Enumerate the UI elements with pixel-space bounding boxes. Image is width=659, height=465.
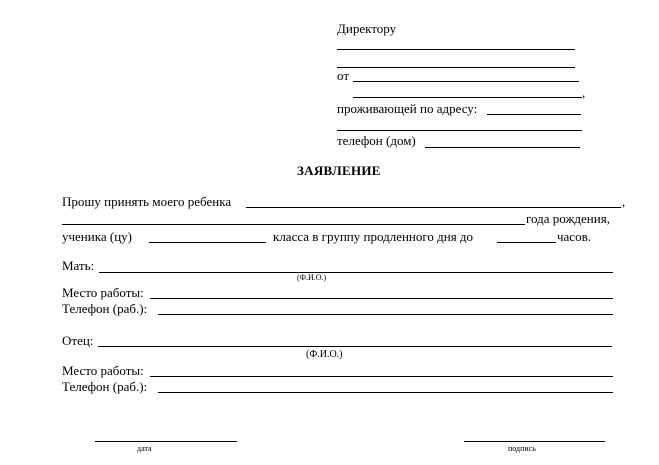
mother-workplace-label: Место работы:: [62, 285, 144, 300]
date-label: дата: [137, 444, 152, 453]
director-name-line[interactable]: [337, 49, 575, 50]
request-label: Прошу принять моего ребенка: [62, 194, 232, 209]
from-comma: ,: [582, 85, 586, 100]
from-label: от: [337, 68, 350, 83]
home-phone-line[interactable]: [425, 147, 580, 148]
class-label: класса в группу продленного дня до: [273, 229, 474, 244]
director-name-line-2[interactable]: [337, 67, 575, 68]
class-line[interactable]: [149, 242, 266, 243]
father-name-line[interactable]: [98, 346, 612, 347]
date-line[interactable]: [95, 441, 237, 442]
pupil-label: ученика (цу): [62, 229, 132, 244]
father-workplace-label: Место работы:: [62, 363, 144, 378]
father-phone-line[interactable]: [158, 392, 613, 393]
mother-phone-line[interactable]: [158, 314, 613, 315]
address-line[interactable]: [487, 114, 581, 115]
request-comma: ,: [622, 194, 626, 209]
home-phone-label: телефон (дом): [337, 133, 416, 148]
birth-year-label: года рождения,: [526, 211, 610, 226]
mother-phone-label: Телефон (раб.):: [62, 301, 148, 316]
director-label: Директору: [337, 21, 397, 36]
hours-line[interactable]: [497, 242, 556, 243]
father-workplace-line[interactable]: [150, 376, 613, 377]
from-name-line[interactable]: [353, 81, 579, 82]
document-title: ЗАЯВЛЕНИЕ: [297, 163, 381, 178]
child-name-line[interactable]: [246, 207, 621, 208]
address-label: проживающей по адресу:: [337, 101, 478, 116]
father-phone-label: Телефон (раб.):: [62, 379, 148, 394]
signature-label: подпись: [508, 444, 536, 453]
from-name-line-2[interactable]: [353, 97, 582, 98]
signature-line[interactable]: [464, 441, 605, 442]
father-fio-hint: (Ф.И.О.): [306, 349, 343, 360]
mother-label: Мать:: [62, 258, 95, 273]
birth-year-line[interactable]: [62, 224, 525, 225]
father-label: Отец:: [62, 333, 94, 348]
address-line-2[interactable]: [337, 130, 582, 131]
mother-name-line[interactable]: [99, 272, 613, 273]
hours-label: часов.: [557, 229, 591, 244]
mother-fio-hint: (Ф.И.О.): [297, 273, 327, 282]
mother-workplace-line[interactable]: [150, 298, 613, 299]
